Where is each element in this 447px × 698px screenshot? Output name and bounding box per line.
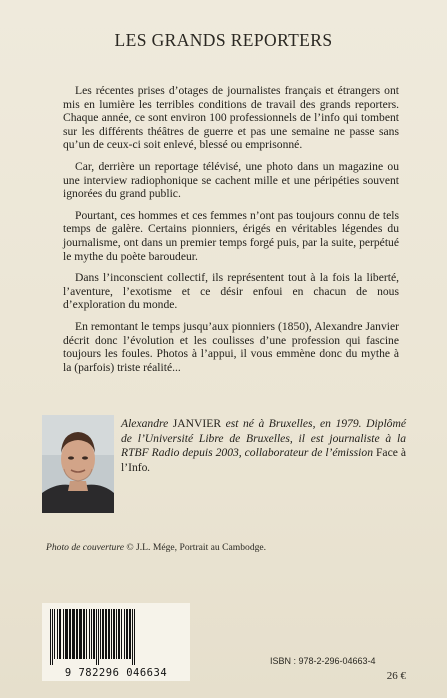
blurb-paragraph: Les récentes prises d’otages de journalistes français et étrangers ont mis en lumière les terribles conditions de travail des grands reporters. Chaque année, ce sont environ 100 professionnels de l’info qui tombent sur les différents théâtres de guerre et pas une semaine ne passe sans qu’un de ceux-ci soit enlevé, blessé ou emprisonné. bbox=[63, 84, 399, 152]
barcode-bar bbox=[116, 609, 117, 659]
barcode-bar bbox=[105, 609, 107, 659]
barcode-bar bbox=[102, 609, 104, 659]
barcode-bar bbox=[134, 609, 135, 665]
barcode-bar bbox=[132, 609, 133, 665]
barcode-bar bbox=[111, 609, 112, 659]
barcode-bar bbox=[50, 609, 51, 665]
isbn: ISBN : 978-2-296-04663-4 bbox=[270, 656, 376, 666]
barcode-bar bbox=[93, 609, 95, 659]
photo-credit-text: © J.L. Mége, Portrait au Cambodge. bbox=[123, 542, 267, 553]
barcode-bar bbox=[129, 609, 131, 659]
barcode-bar bbox=[59, 609, 61, 659]
barcode-bar bbox=[69, 609, 71, 659]
blurb-paragraph: Pourtant, ces hommes et ces femmes n’ont pas toujours connu de tels temps de galère. Certains pionniers, érigés en véritables légendes du journalisme, ont dans un premier temps forgé puis, par la suite, perpétué le mythe du poète baroudeur. bbox=[63, 208, 399, 263]
barcode-bar bbox=[126, 609, 128, 659]
author-bio-end: . bbox=[147, 460, 151, 474]
barcode-bar bbox=[76, 609, 78, 659]
barcode-bar bbox=[89, 609, 90, 659]
barcode-bar bbox=[118, 609, 120, 659]
barcode-bar bbox=[72, 609, 75, 659]
photo-credit-label: Photo de couverture bbox=[46, 542, 124, 553]
blurb-paragraph: En remontant le temps jusqu’aux pionniers (1850), Alexandre Janvier décrit donc l’évolution et les coulisses d’une profession qui fascine toujours les foules. Photos à l’appui, il vous emmène donc du mythe à la (parfois) triste réalité... bbox=[63, 319, 399, 374]
barcode-bar bbox=[98, 609, 99, 665]
author-bio-text: est né à Bruxelles, en 1979. Diplômé de l’Université Libre de Bruxelles, il est journaliste à la RTBF Radio depuis 2003, collaborateur de l’émission bbox=[121, 417, 406, 460]
barcode-bar bbox=[96, 609, 97, 665]
barcode-bars bbox=[48, 609, 184, 665]
barcode bbox=[42, 603, 190, 681]
blurb-paragraph: Car, derrière un reportage télévisé, une photo dans un magazine ou une interview radiophonique se cachent mille et une péripéties souvent ignorées du grand public. bbox=[63, 159, 399, 201]
show-name: Face à l’Info bbox=[121, 446, 406, 474]
barcode-bar bbox=[54, 609, 55, 659]
photo-credit bbox=[46, 542, 406, 553]
barcode-bar bbox=[79, 609, 82, 659]
author-last-name: JANVIER bbox=[172, 417, 222, 430]
barcode-digits: 9 782296 046634 bbox=[64, 667, 168, 679]
barcode-bar bbox=[100, 609, 101, 659]
barcode-bar bbox=[113, 609, 115, 659]
barcode-bar bbox=[57, 609, 58, 659]
author-bio bbox=[121, 417, 406, 475]
barcode-bar bbox=[91, 609, 92, 659]
price: 26 € bbox=[386, 670, 406, 682]
barcode-bar bbox=[52, 609, 53, 665]
barcode-bar bbox=[83, 609, 85, 659]
book-title: LES GRANDS REPORTERS bbox=[114, 30, 333, 50]
barcode-bar bbox=[63, 609, 64, 659]
blurb-paragraph: Dans l’inconscient collectif, ils représentent tout à la fois la liberté, l’aventure, l’exotisme et ce désir enfoui en chacun de nous d’exploration du monde. bbox=[63, 271, 399, 312]
author-photo bbox=[42, 415, 114, 513]
barcode-bar bbox=[86, 609, 87, 659]
barcode-bar bbox=[108, 609, 110, 659]
blurb bbox=[63, 84, 399, 382]
author-first-name: Alexandre bbox=[121, 417, 169, 430]
barcode-bar bbox=[121, 609, 122, 659]
barcode-bar bbox=[65, 609, 68, 659]
barcode-bar bbox=[124, 609, 125, 659]
